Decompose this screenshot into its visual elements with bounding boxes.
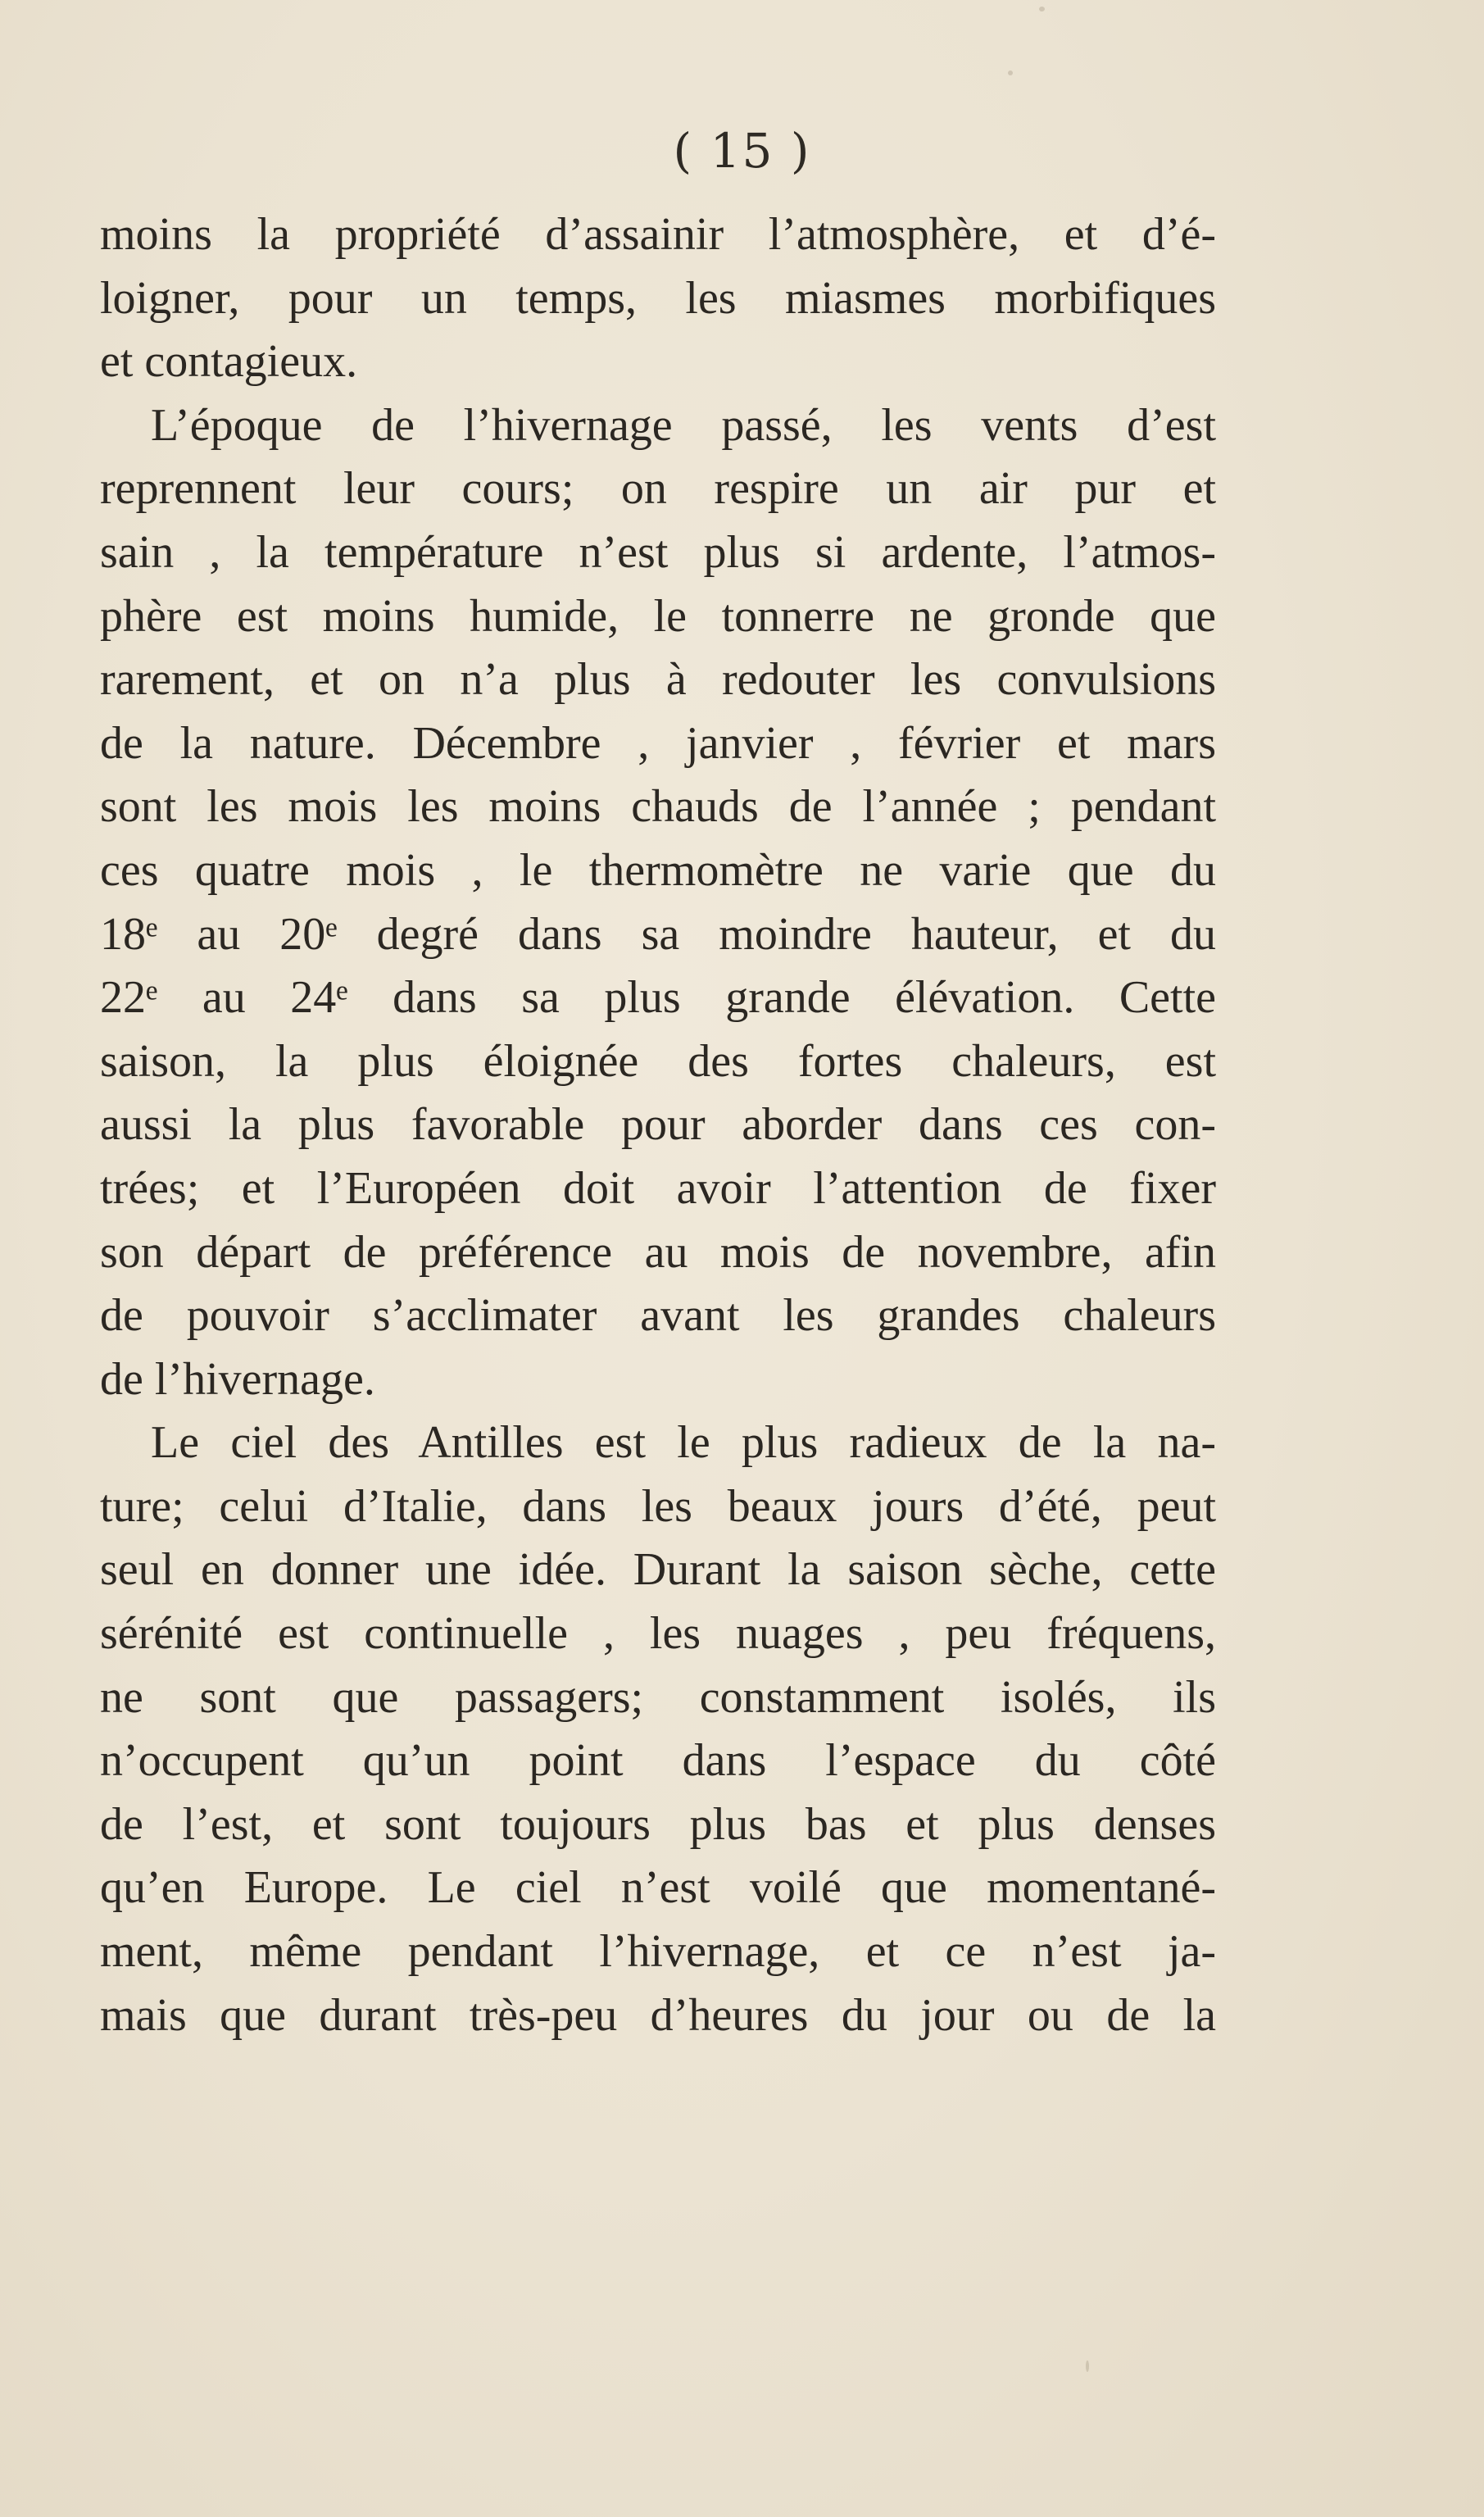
text-line: aussi la plus favorable pour aborder dans ces con- [100,1099,1216,1151]
paper-speck [1086,2360,1089,2372]
text-line: de l’est, et sont toujours plus bas et plus denses [100,1798,1216,1850]
text-line: ture; celui d’Italie, dans les beaux jours d’été, peut [100,1480,1216,1532]
text-line: ces quatre mois , le thermomètre ne varie que du [100,844,1216,896]
text-line: saison, la plus éloignée des fortes chaleurs, est [100,1035,1216,1087]
text-line: et contagieux. [100,336,358,388]
page-number: ( 15 ) [673,123,811,179]
text-line: n’occupent qu’un point dans l’espace du côté [100,1735,1216,1787]
text-line: mais que durant très-peu d’heures du jour ou de la [100,1989,1216,2041]
text-line: sont les mois les moins chauds de l’année ; pendant [100,781,1216,833]
text-line: loigner, pour un temps, les miasmes morbifiques [100,272,1216,324]
text-line: son départ de préférence au mois de novembre, afin [100,1226,1216,1278]
paper-speck [1008,70,1013,75]
text-line: reprennent leur cours; on respire un air pur et [100,463,1216,515]
text-line: de l’hivernage. [100,1353,375,1405]
text-line: seul en donner une idée. Durant la saison sèche, cette [100,1544,1216,1596]
text-line: L’époque de l’hivernage passé, les vents d’est [151,399,1216,451]
text-line: ment, même pendant l’hivernage, et ce n’est ja- [100,1926,1216,1978]
text-line: sérénité est continuelle , les nuages , peu fréquens, [100,1608,1216,1660]
text-line: 22ᵉ au 24ᵉ dans sa plus grande élévation. Cette [100,972,1216,1024]
text-line: ne sont que passagers; constamment isolés, ils [100,1671,1216,1723]
text-line: moins la propriété d’assainir l’atmosphère, et d’é- [100,209,1216,260]
paper-speck [1039,7,1045,11]
text-line: Le ciel des Antilles est le plus radieux de la na- [151,1417,1216,1469]
text-line: sain , la température n’est plus si ardente, l’atmos- [100,526,1216,578]
text-line: qu’en Europe. Le ciel n’est voilé que momentané- [100,1862,1216,1914]
text-line: de pouvoir s’acclimater avant les grandes chaleurs [100,1290,1216,1342]
text-line: trées; et l’Européen doit avoir l’attention de fixer [100,1162,1216,1214]
text-line: de la nature. Décembre , janvier , février et mars [100,717,1216,769]
body-text [100,203,1216,2047]
text-line: phère est moins humide, le tonnerre ne gronde que [100,590,1216,642]
text-line: rarement, et on n’a plus à redouter les convulsions [100,654,1216,706]
text-line: 18ᵉ au 20ᵉ degré dans sa moindre hauteur, et du [100,908,1216,960]
